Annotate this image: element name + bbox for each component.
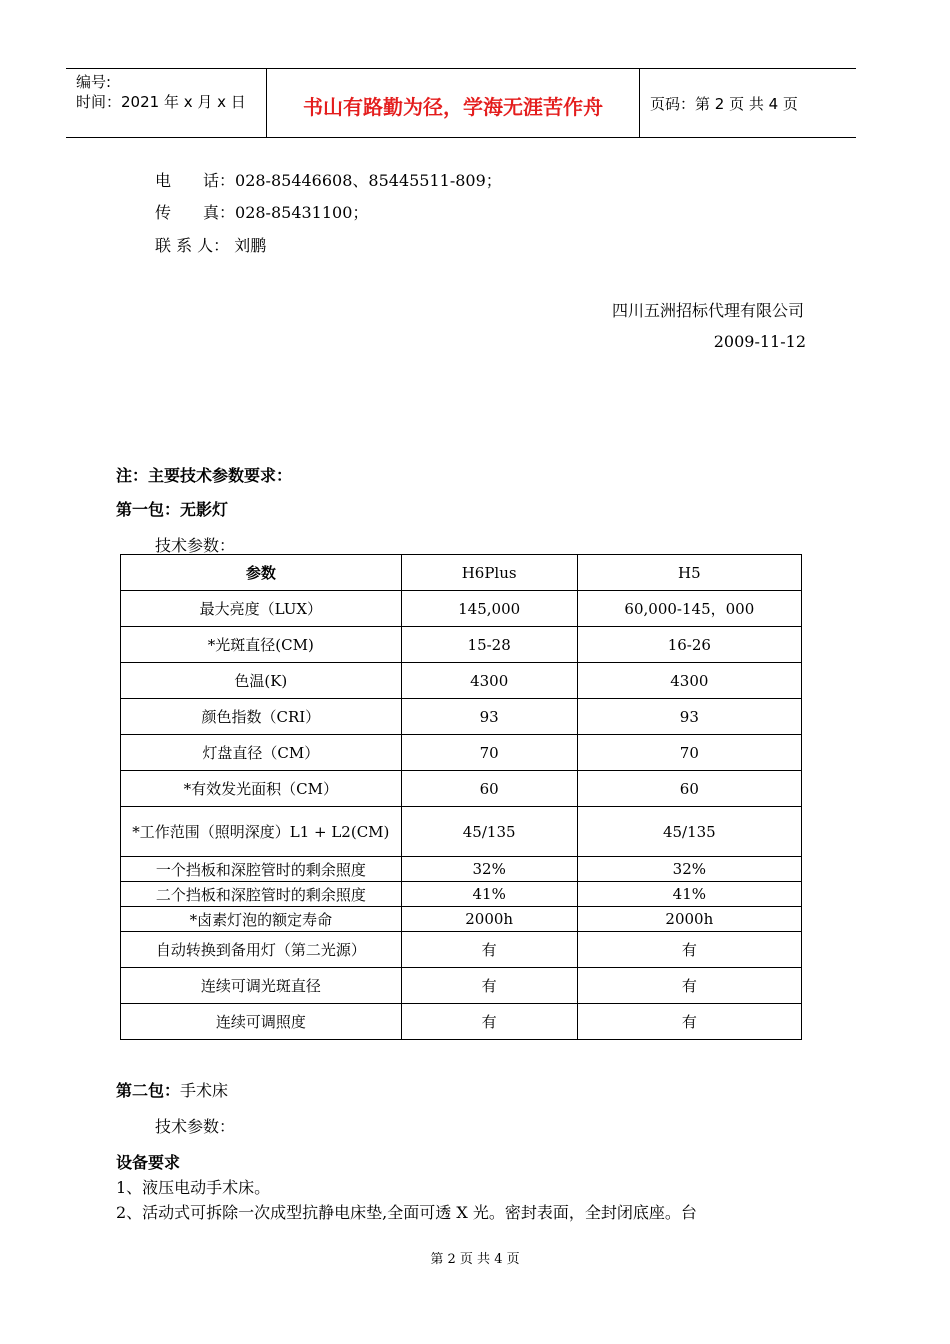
table-row (121, 882, 802, 907)
table-cell: *有效发光面积（CM） (121, 771, 402, 807)
equipment-item-2: 2、活动式可拆除一次成型抗静电床垫,全面可透 X 光。密封表面，全封闭底座。台 (116, 1203, 697, 1222)
spec-table (120, 554, 802, 1040)
table-cell: 最大亮度（LUX） (121, 591, 402, 627)
table-cell: 4300 (577, 663, 801, 699)
table-row (121, 591, 802, 627)
note-heading: 注：主要技术参数要求： (116, 466, 293, 485)
table-cell: 60 (401, 771, 577, 807)
table-cell: 颜色指数（CRI） (121, 699, 402, 735)
table-cell: 70 (401, 735, 577, 771)
package1-name: 无影灯 (180, 500, 229, 519)
table-cell: 41% (577, 882, 801, 907)
table-row (121, 627, 802, 663)
package1-line (116, 497, 228, 520)
page-header (66, 68, 856, 138)
package2-tech-params: 技术参数： (155, 1117, 236, 1136)
table-cell: 灯盘直径（CM） (121, 735, 402, 771)
package2-label: 第二包： (116, 1081, 181, 1100)
table-cell: 自动转换到备用灯（第二光源） (121, 932, 402, 968)
table-cell: 有 (401, 968, 577, 1004)
table-header: H6Plus (401, 555, 577, 591)
contact-person-value: 刘鹏 (229, 236, 267, 255)
table-cell: 60,000-145，000 (577, 591, 801, 627)
equipment-heading: 设备要求 (116, 1153, 181, 1172)
equipment-item-1: 1、液压电动手术床。 (116, 1178, 271, 1197)
table-cell: 60 (577, 771, 801, 807)
fax-value: 028-85431100； (235, 203, 369, 222)
table-cell: 2000h (577, 907, 801, 932)
table-cell: 32% (577, 857, 801, 882)
table-cell: 二个挡板和深腔管时的剩余照度 (121, 882, 402, 907)
table-row (121, 663, 802, 699)
table-cell: 有 (577, 1004, 801, 1040)
table-cell: 一个挡板和深腔管时的剩余照度 (121, 857, 402, 882)
package2-line (116, 1078, 228, 1101)
table-cell: 色温(K) (121, 663, 402, 699)
table-row (121, 699, 802, 735)
table-row (121, 735, 802, 771)
page-footer: 第 2 页 共 4 页 (430, 1252, 520, 1267)
header-right-cell (640, 69, 856, 137)
page-label: 页码：第 2 页 共 4 页 (650, 95, 798, 113)
package1-label: 第一包： (116, 500, 181, 519)
table-cell: 41% (401, 882, 577, 907)
table-cell: 连续可调光斑直径 (121, 968, 402, 1004)
table-cell: 32% (401, 857, 577, 882)
table-cell: 有 (577, 932, 801, 968)
table-cell: 45/135 (577, 807, 801, 857)
table-row (121, 1004, 802, 1040)
header-motto-cell (266, 69, 640, 137)
table-cell: 有 (401, 1004, 577, 1040)
fax-line (155, 200, 368, 223)
fax-key: 传 真： (155, 203, 236, 222)
table-cell: 连续可调照度 (121, 1004, 402, 1040)
motto: 书山有路勤为径，学海无涯苦作舟 (303, 95, 603, 119)
number-label: 编号: (76, 73, 112, 91)
table-cell: 145,000 (401, 591, 577, 627)
table-row (121, 907, 802, 932)
table-cell: 70 (577, 735, 801, 771)
table-cell: 2000h (401, 907, 577, 932)
time-label: 时间：2021 年 x 月 x 日 (76, 93, 246, 111)
phone-value: 028-85446608、85445511-809； (235, 171, 502, 190)
table-cell: *光斑直径(CM) (121, 627, 402, 663)
phone-line (155, 168, 502, 191)
phone-key: 电 话： (155, 171, 236, 190)
table-cell: *卤素灯泡的额定寿命 (121, 907, 402, 932)
table-cell: 45/135 (401, 807, 577, 857)
contact-person-key: 联 系 人： (155, 236, 230, 255)
table-row (121, 968, 802, 1004)
table-cell: 4300 (401, 663, 577, 699)
table-cell: 93 (401, 699, 577, 735)
package2-name: 手术床 (180, 1081, 229, 1100)
table-row (121, 857, 802, 882)
package1-tech-params: 技术参数： (155, 536, 236, 555)
contact-person-line (155, 233, 266, 256)
header-left-cell (66, 69, 266, 137)
table-row (121, 932, 802, 968)
signature-date: 2009-11-12 (713, 332, 806, 351)
table-row (121, 771, 802, 807)
table-cell: 有 (401, 932, 577, 968)
table-header-row (121, 555, 802, 591)
table-header: 参数 (121, 555, 402, 591)
table-row (121, 807, 802, 857)
table-cell: 有 (577, 968, 801, 1004)
company-name: 四川五洲招标代理有限公司 (611, 301, 804, 320)
table-cell: 93 (577, 699, 801, 735)
table-cell: *工作范围（照明深度）L1 + L2(CM) (121, 807, 402, 857)
table-cell: 16-26 (577, 627, 801, 663)
table-header: H5 (577, 555, 801, 591)
table-cell: 15-28 (401, 627, 577, 663)
